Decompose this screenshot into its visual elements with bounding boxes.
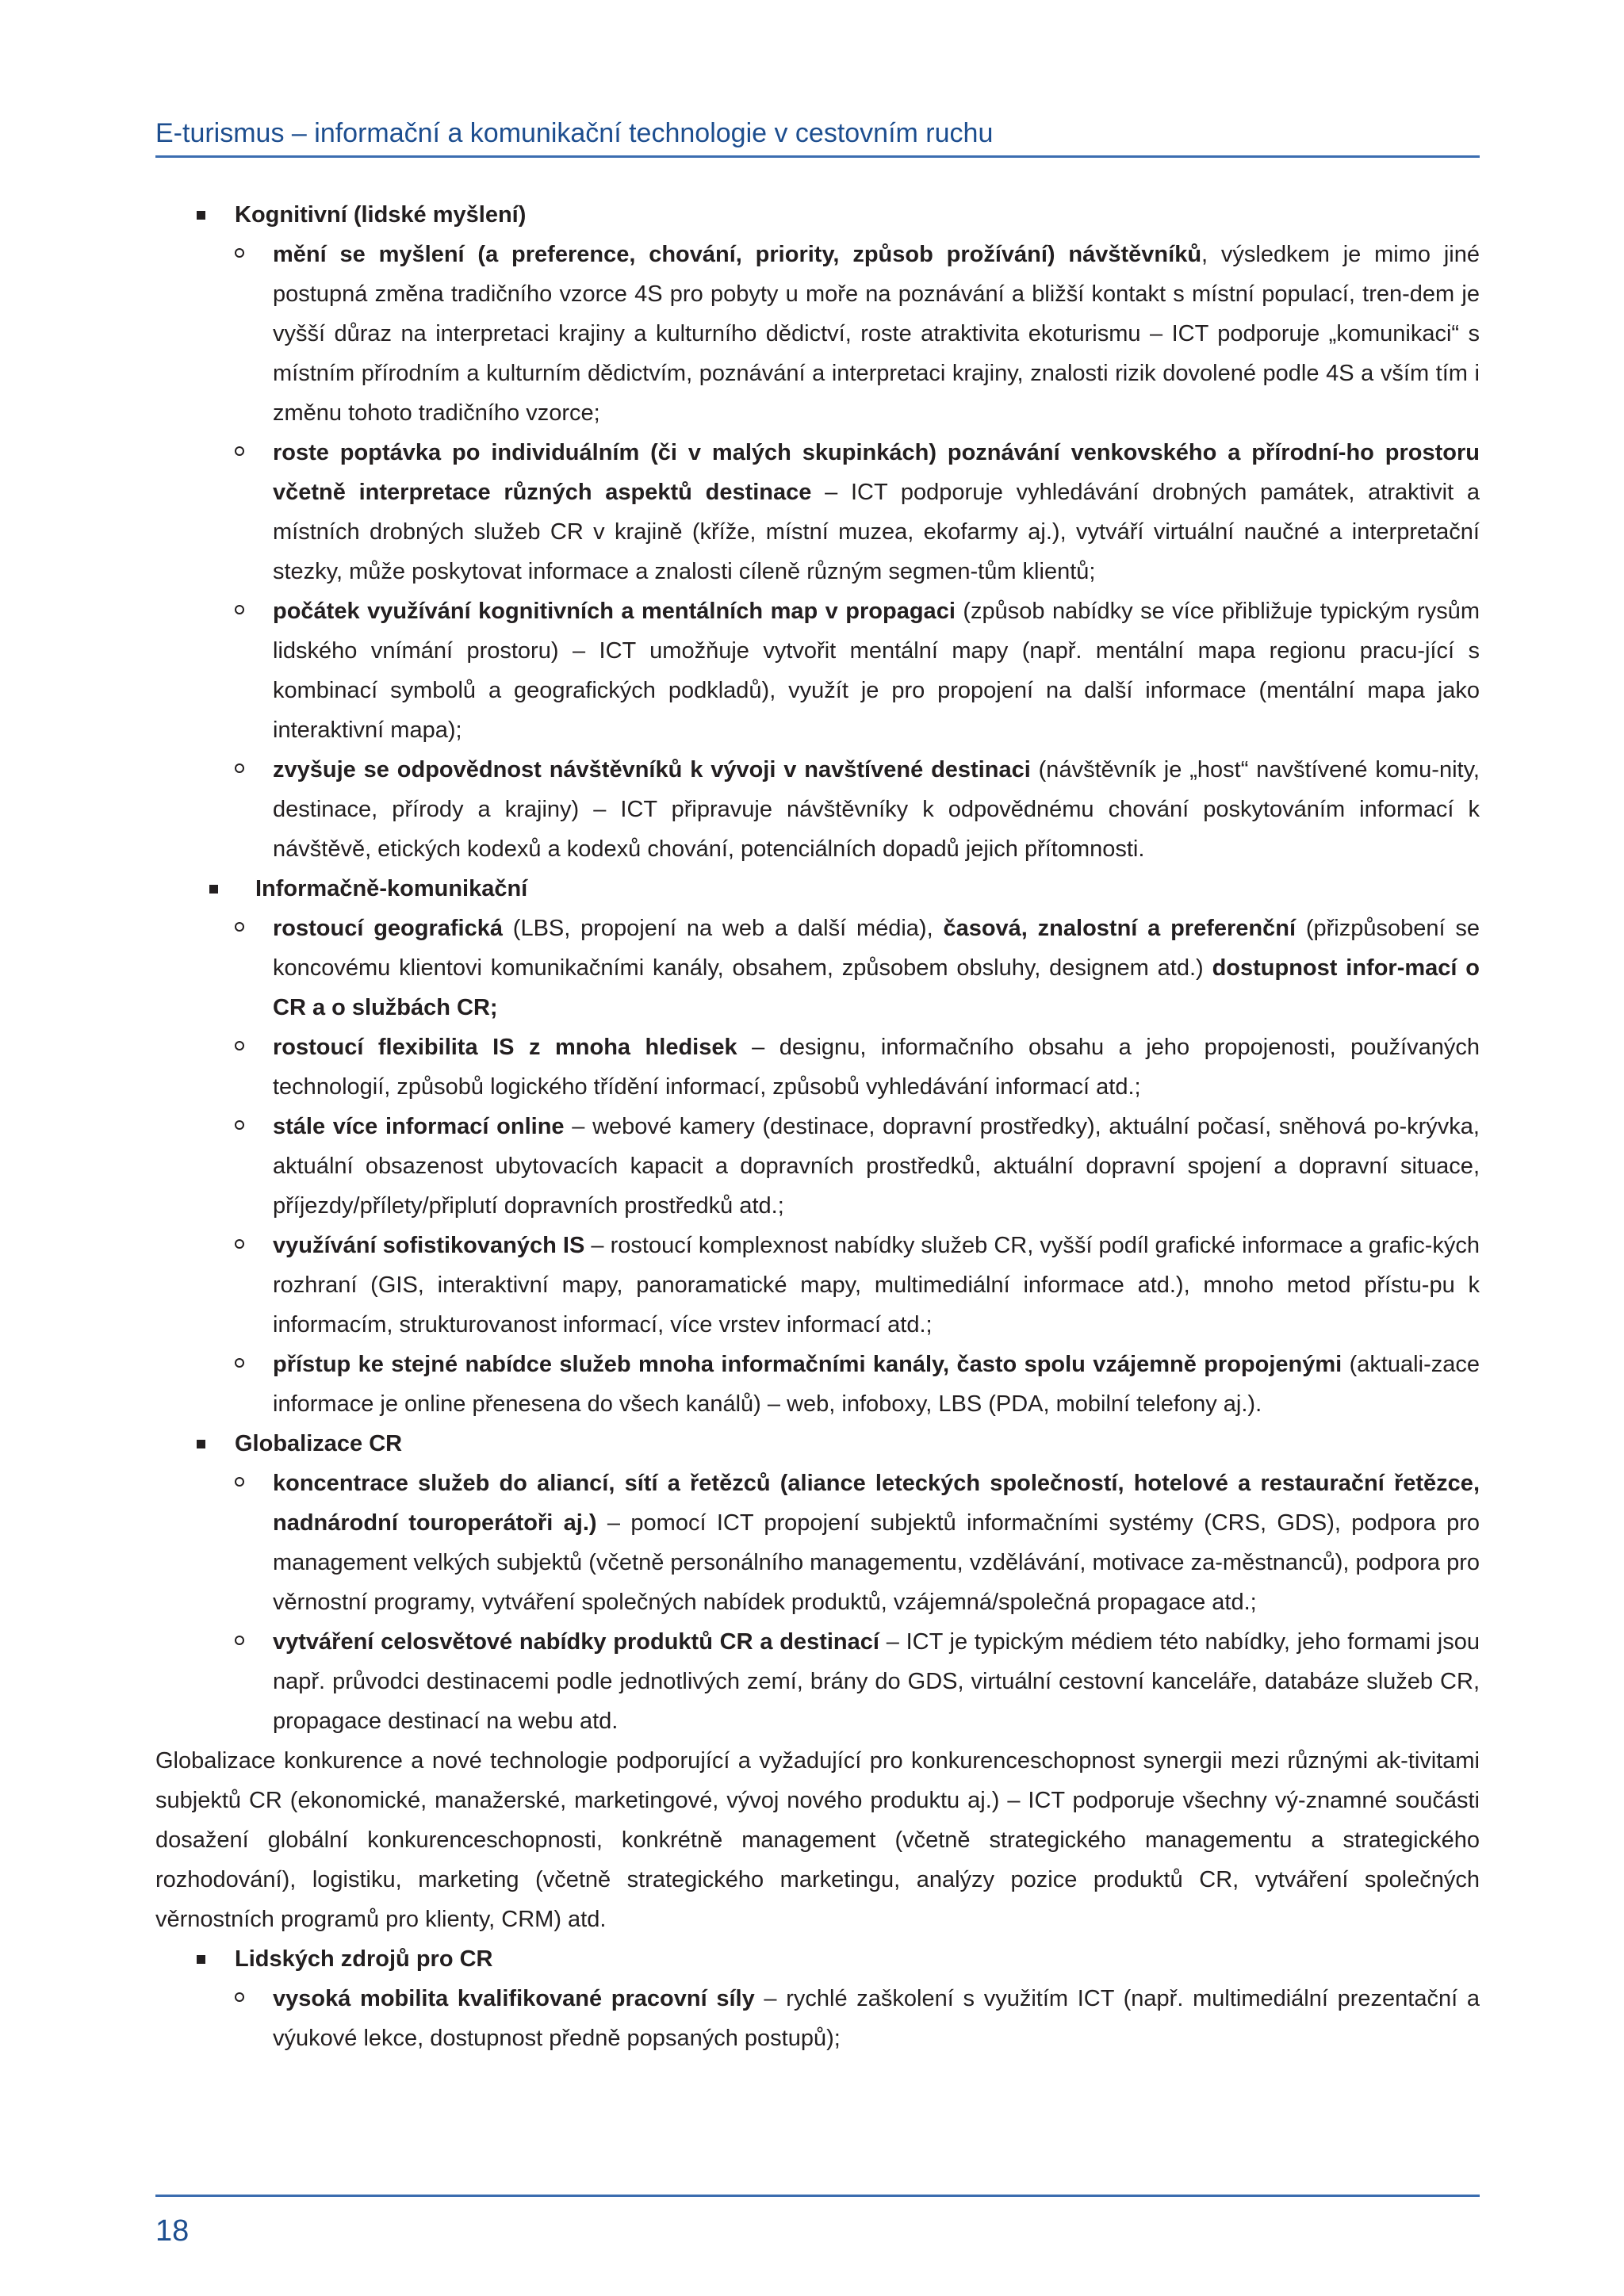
list-item bbox=[155, 433, 1480, 591]
section-informacne-komunikacni bbox=[155, 869, 1480, 909]
circle-bullet-icon bbox=[235, 1041, 244, 1050]
item-text: (způsob nabídky se více přibližuje typickým rysům lidského vnímání prostoru) – ICT umožňuje vytvořit mentální mapy (např. mentální mapa regionu pracu-jící s kombinací symbolů a geografických podkladů), využít je pro propojení na další informace (mentální mapa jako interaktivní mapa); bbox=[273, 599, 1480, 743]
circle-bullet-icon bbox=[235, 248, 244, 258]
section-globalizace bbox=[155, 1424, 1480, 1464]
item-bold: roste poptávka po individuálním (či v malých skupinkách) poznávání venkovského a přírodní-ho prostoru včetně interpretace různých aspektů destinace bbox=[273, 440, 1480, 505]
square-bullet-icon bbox=[197, 1955, 205, 1964]
item-text: – ICT podporuje vyhledávání drobných památek, atraktivit a místních drobných služeb CR v krajině (kříže, místní muzea, ekofarmy aj.), vytváří virtuální naučné a interpretační stezky, může poskytovat informace a znalosti cíleně různým segmen-tům klientů; bbox=[273, 480, 1480, 584]
item-text: (návštěvník je „host“ navštívené komu-nity, destinace, přírody a krajiny) – ICT připravuje návštěvníky k odpovědnému chování poskytováním informací k návštěvě, etických kodexů a kodexů chování, potenciálních dopadů jejich přítomnosti. bbox=[273, 757, 1480, 862]
circle-bullet-icon bbox=[235, 1992, 244, 2002]
circle-bullet-icon bbox=[235, 1477, 244, 1487]
item-text: (aktuali-zace informace je online přenesena do všech kanálů) – web, infoboxy, LBS (PDA, mobilní telefony aj.). bbox=[273, 1352, 1480, 1417]
section-heading: Globalizace CR bbox=[235, 1431, 403, 1456]
body-paragraph: Globalizace konkurence a nové technologie podporující a vyžadující pro konkurenceschopnost synergii mezi různými ak-tivitami subjektů CR (ekonomické, manažerské, marketingové, vývoj nového produktu aj.) – ICT podporuje všechny vý-znamné součásti dosažení globální konkurenceschopnosti, konkrétně management (včetně strategického managementu a strategického rozhodování), logistiku, marketing (včetně strategického marketingu, analýzy pozice produktů CR, vytváření společných věrnostních programů pro klienty, CRM) atd. bbox=[155, 1748, 1480, 1932]
circle-bullet-icon bbox=[235, 1239, 244, 1249]
item-text: – rychlé zaškolení s využitím ICT (např. multimediální prezentační a výukové lekce, dostupnost předně popsaných postupů); bbox=[273, 1986, 1480, 2051]
item-bold: rostoucí geografická bbox=[273, 916, 503, 941]
list-item bbox=[155, 1622, 1480, 1741]
circle-bullet-icon bbox=[235, 1120, 244, 1130]
list-item bbox=[155, 1226, 1480, 1345]
header-divider bbox=[155, 155, 1480, 158]
list-item bbox=[155, 591, 1480, 750]
circle-bullet-icon bbox=[235, 763, 244, 773]
item-text: , výsledkem je mimo jiné postupná změna tradičního vzorce 4S pro pobyty u moře na poznávání a bližší kontakt s místní populací, tren-dem je vyšší důraz na interpretaci krajiny a kulturního dědictví, roste atraktivita ekoturismu – ICT podporuje „komunikaci“ s místním přírodním a kulturním dědictvím, poznávání a interpretaci krajiny, znalosti rizik dovolené podle 4S a vším tím i změnu tohoto tradičního vzorce; bbox=[273, 242, 1480, 426]
section-lidskych-zdroju bbox=[155, 1939, 1480, 1979]
list-item bbox=[155, 1464, 1480, 1622]
circle-bullet-icon bbox=[235, 1358, 244, 1368]
square-bullet-icon bbox=[197, 1440, 205, 1448]
page-number: 18 bbox=[155, 2214, 190, 2248]
item-text: – designu, informačního obsahu a jeho propojenosti, používaných technologií, způsobů logického třídění informací, způsobů vyhledávání informací atd.; bbox=[273, 1035, 1480, 1100]
square-bullet-icon bbox=[209, 885, 218, 894]
footer-divider bbox=[155, 2195, 1480, 2197]
item-bold: počátek využívání kognitivních a mentálních map v propagaci bbox=[273, 599, 956, 624]
circle-bullet-icon bbox=[235, 922, 244, 932]
item-bold: přístup ke stejné nabídce služeb mnoha informačními kanály, často spolu vzájemně propojenými bbox=[273, 1352, 1342, 1377]
item-bold: rostoucí flexibilita IS z mnoha hledisek bbox=[273, 1035, 737, 1060]
circle-bullet-icon bbox=[235, 446, 244, 456]
item-text: – pomocí ICT propojení subjektů informačními systémy (CRS, GDS), podpora pro management velkých subjektů (včetně personálního managementu, vzdělávání, motivace za-městnanců), podpora pro věrnostní programy, vytváření společných nabídek produktů, vzájemná/společná propagace atd.; bbox=[273, 1510, 1480, 1615]
item-bold: mění se myšlení (a preference, chování, priority, způsob prožívání) návštěvníků bbox=[273, 242, 1202, 267]
section-heading: Kognitivní (lidské myšlení) bbox=[235, 202, 527, 228]
running-header: E-turismus – informační a komunikační technologie v cestovním ruchu bbox=[155, 118, 994, 148]
item-bold: vytváření celosvětové nabídky produktů CR a destinací bbox=[273, 1629, 879, 1655]
section-heading: Lidských zdrojů pro CR bbox=[235, 1946, 493, 1972]
item-text: (LBS, propojení na web a další média), bbox=[503, 916, 944, 941]
item-text: (přizpůsobení se koncovému klientovi komunikačními kanály, obsahem, způsobem obsluhy, designem atd.) bbox=[273, 916, 1480, 981]
list-item bbox=[155, 1027, 1480, 1107]
section-kognitivni bbox=[155, 195, 1480, 235]
list-item bbox=[155, 1107, 1480, 1226]
section-heading: Informačně-komunikační bbox=[255, 876, 528, 901]
item-text: – webové kamery (destinace, dopravní prostředky), aktuální počasí, sněhová po-krývka, aktuální obsazenost ubytovacích kapacit a dopravních prostředků, aktuální dopravní spojení a dopravní situace, příjezdy/přílety/připlutí dopravních prostředků atd.; bbox=[273, 1114, 1480, 1219]
item-bold: zvyšuje se odpovědnost návštěvníků k vývoji v navštívené destinaci bbox=[273, 757, 1031, 783]
square-bullet-icon bbox=[197, 211, 205, 220]
item-text: – ICT je typickým médiem této nabídky, jeho formami jsou např. průvodci destinacemi podle jednotlivých zemí, brány do GDS, virtuální cestovní kanceláře, databáze služeb CR, propagace destinací na webu atd. bbox=[273, 1629, 1480, 1734]
list-item bbox=[155, 750, 1480, 869]
list-item bbox=[155, 1345, 1480, 1424]
page-content bbox=[155, 195, 1480, 2058]
list-item bbox=[155, 1979, 1480, 2058]
circle-bullet-icon bbox=[235, 1636, 244, 1645]
list-item bbox=[155, 909, 1480, 1027]
item-bold: využívání sofistikovaných IS bbox=[273, 1233, 585, 1258]
circle-bullet-icon bbox=[235, 605, 244, 614]
item-bold: časová, znalostní a preferenční bbox=[943, 916, 1297, 941]
item-bold: stále více informací online bbox=[273, 1114, 565, 1139]
item-text: – rostoucí komplexnost nabídky služeb CR, vyšší podíl grafické informace a grafic-kých rozhraní (GIS, interaktivní mapy, panoramatické mapy, multimediální informace atd.), mnoho metod přístu-pu k informacím, strukturovanost informací, více vrstev informací atd.; bbox=[273, 1233, 1480, 1337]
item-bold: vysoká mobilita kvalifikované pracovní síly bbox=[273, 1986, 755, 2011]
item-bold: koncentrace služeb do aliancí, sítí a řetězců (aliance leteckých společností, hotelové a restaurační řetězce, nadnárodní touroperátoři aj.) bbox=[273, 1471, 1480, 1536]
item-bold: dostupnost infor-mací o CR a o službách CR; bbox=[273, 955, 1480, 1020]
list-item bbox=[155, 235, 1480, 433]
